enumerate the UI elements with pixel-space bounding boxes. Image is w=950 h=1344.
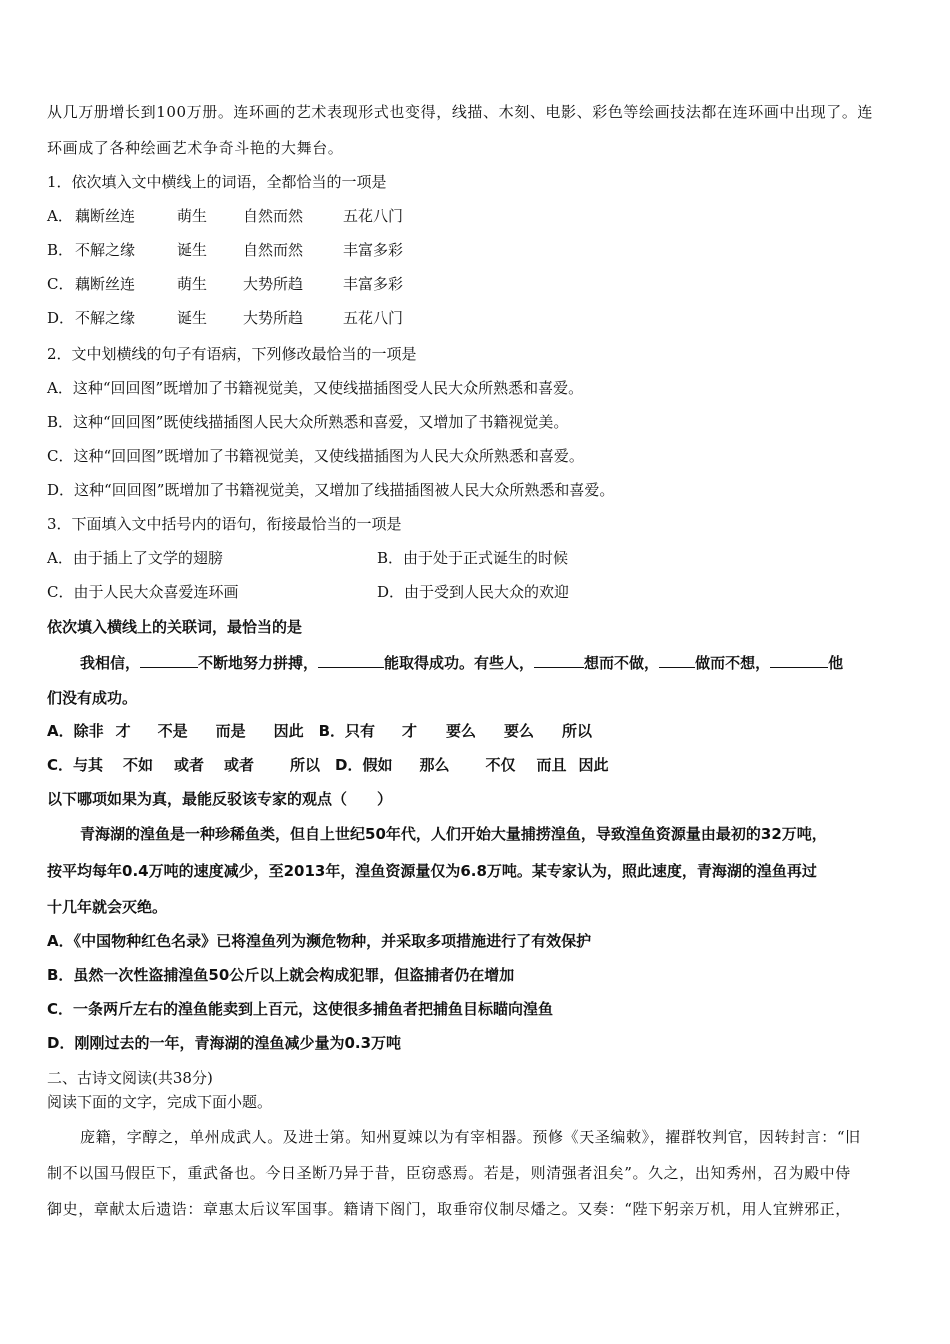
q1-option-b (47, 240, 403, 260)
option-word: 丰富多彩 (343, 275, 404, 293)
q5-option-b: B．虽然一次性盗捕湟鱼50公斤以上就会构成犯罪，但盗捕者仍在增加 (47, 966, 515, 984)
q4-text: 他 (828, 654, 844, 672)
option-word: 丰富多彩 (343, 241, 404, 259)
q4-text: 我相信， (80, 654, 141, 672)
option-word: 藕断丝连 (75, 275, 136, 293)
q5-passage-line: 按平均每年0.4万吨的速度减少，至2013年，湟鱼资源量仅为6.8万吨。某专家认为，照此速度，青海湖的湟鱼再过 (47, 862, 817, 880)
q4-text: 能取得成功。有些人， (384, 654, 535, 672)
q3-option-a: A．由于插上了文学的翅膀 (47, 549, 223, 567)
q2-option-b: B．这种“回回图”既使线描插图人民大众所熟悉和喜爱，又增加了书籍视觉美。 (47, 413, 569, 431)
option-word: 只有 (345, 722, 376, 740)
option-word: 五花八门 (343, 207, 404, 225)
q4-text: 不断地努力拼搏， (198, 654, 319, 672)
option-word: 萌生 (177, 207, 208, 225)
answer-blank (318, 651, 384, 668)
q5-option-a: A．《中国物种红色名录》已将湟鱼列为濒危物种，并采取多项措施进行了有效保护 (47, 932, 592, 950)
option-word: 除非 (73, 722, 104, 740)
q4-options-row (47, 755, 608, 775)
option-word: 而是 (215, 722, 246, 740)
classical-text-line: 制不以国马假臣下，重武备也。今日圣断乃异于昔，臣窃惑焉。若是，则清强者沮矣”。久之，出知秀州，召为殿中侍 (47, 1164, 851, 1182)
option-label: D． (335, 756, 363, 774)
option-word: 不如 (123, 756, 154, 774)
passage-line: 从几万册增长到100万册。连环画的艺术表现形式也变得，线描、木刻、电影、彩色等绘画技法都在连环画中出现了。连 (47, 103, 874, 121)
option-label: A． (47, 207, 73, 225)
answer-blank (534, 651, 584, 668)
option-word: 不是 (157, 722, 188, 740)
option-word: 不解之缘 (75, 241, 136, 259)
option-word: 那么 (419, 756, 450, 774)
question-1-stem: 1．依次填入文中横线上的词语，全都恰当的一项是 (47, 173, 387, 191)
q2-option-d: D．这种“回回图”既增加了书籍视觉美，又增加了线描插图被人民大众所熟悉和喜爱。 (47, 481, 615, 499)
section-heading: 二、古诗文阅读(共38分) (47, 1069, 213, 1087)
option-word: 萌生 (177, 275, 208, 293)
classical-text-line: 御史，章献太后遗诰：章惠太后议军国事。籍请下阁门，取垂帘仪制尽燔之。又奏：“陛下躬亲万机，用人宜辨邪正， (47, 1200, 851, 1218)
option-label: D． (47, 309, 75, 327)
q3-option-d: D．由于受到人民大众的欢迎 (377, 583, 570, 601)
answer-blank (659, 651, 695, 668)
option-word: 或者 (224, 756, 255, 774)
q2-option-c: C．这种“回回图”既增加了书籍视觉美，又使线描插图为人民大众所熟悉和喜爱。 (47, 447, 584, 465)
q4-text: 做而不想， (695, 654, 771, 672)
option-word: 不仅 (485, 756, 516, 774)
option-word: 诞生 (177, 309, 208, 327)
option-word: 不解之缘 (75, 309, 136, 327)
option-word: 自然而然 (243, 241, 304, 259)
q3-options-row (47, 548, 568, 568)
option-word: 要么 (504, 722, 535, 740)
answer-blank (770, 651, 828, 668)
question-5-stem: 以下哪项如果为真，最能反驳该专家的观点（ ） (47, 790, 393, 808)
q5-passage-line: 十几年就会灭绝。 (47, 898, 168, 916)
q4-sentence (80, 651, 843, 673)
option-word: 与其 (73, 756, 104, 774)
q1-option-c (47, 274, 403, 294)
option-label: B． (47, 241, 74, 259)
option-word: 或者 (174, 756, 205, 774)
q4-sentence-end: 们没有成功。 (47, 689, 138, 707)
option-word: 才 (402, 722, 418, 740)
q3-option-b: B．由于处于正式诞生的时候 (377, 549, 569, 567)
answer-blank (140, 651, 198, 668)
q1-option-a (47, 206, 403, 226)
option-word: 才 (115, 722, 131, 740)
section-instruction: 阅读下面的文字，完成下面小题。 (47, 1093, 273, 1111)
option-word: 因此 (273, 722, 304, 740)
question-4-stem: 依次填入横线上的关联词，最恰当的是 (47, 618, 303, 636)
q3-options-row (47, 582, 569, 602)
option-word: 藕断丝连 (75, 207, 136, 225)
option-label: C． (47, 275, 74, 293)
option-word: 所以 (562, 722, 593, 740)
option-label: B． (318, 722, 346, 740)
passage-line: 环画成了各种绘画艺术争奇斗艳的大舞台。 (47, 139, 344, 157)
question-2-stem: 2．文中划横线的句子有语病，下列修改最恰当的一项是 (47, 345, 417, 363)
option-word: 因此 (578, 756, 609, 774)
q5-option-c: C．一条两斤左右的湟鱼能卖到上百元，这使很多捕鱼者把捕鱼目标瞄向湟鱼 (47, 1000, 554, 1018)
q5-option-d: D．刚刚过去的一年，青海湖的湟鱼减少量为0.3万吨 (47, 1034, 402, 1052)
option-word: 要么 (446, 722, 477, 740)
q1-option-d (47, 308, 403, 328)
option-word: 自然而然 (243, 207, 304, 225)
q3-option-c: C．由于人民大众喜爱连环画 (47, 583, 239, 601)
option-word: 五花八门 (343, 309, 404, 327)
option-word: 假如 (362, 756, 393, 774)
q2-option-a: A．这种“回回图”既增加了书籍视觉美，又使线描插图受人民大众所熟悉和喜爱。 (47, 379, 584, 397)
option-word: 大势所趋 (243, 275, 304, 293)
option-word: 而且 (536, 756, 567, 774)
option-word: 诞生 (177, 241, 208, 259)
option-word: 大势所趋 (243, 309, 304, 327)
q4-text: 想而不做， (584, 654, 660, 672)
option-label: C． (47, 756, 74, 774)
classical-text-line: 庞籍，字醇之，单州成武人。及进士第。知州夏竦以为有宰相器。预修《天圣编敕》，擢群牧判官，因转封言：“旧 (80, 1128, 861, 1146)
question-3-stem: 3．下面填入文中括号内的语句，衔接最恰当的一项是 (47, 515, 402, 533)
option-word: 所以 (290, 756, 321, 774)
q4-options-row (47, 721, 592, 741)
q5-passage-line: 青海湖的湟鱼是一种珍稀鱼类，但自上世纪50年代，人们开始大量捕捞湟鱼，导致湟鱼资源量由最初的32万吨， (80, 825, 827, 843)
option-label: A． (47, 722, 74, 740)
